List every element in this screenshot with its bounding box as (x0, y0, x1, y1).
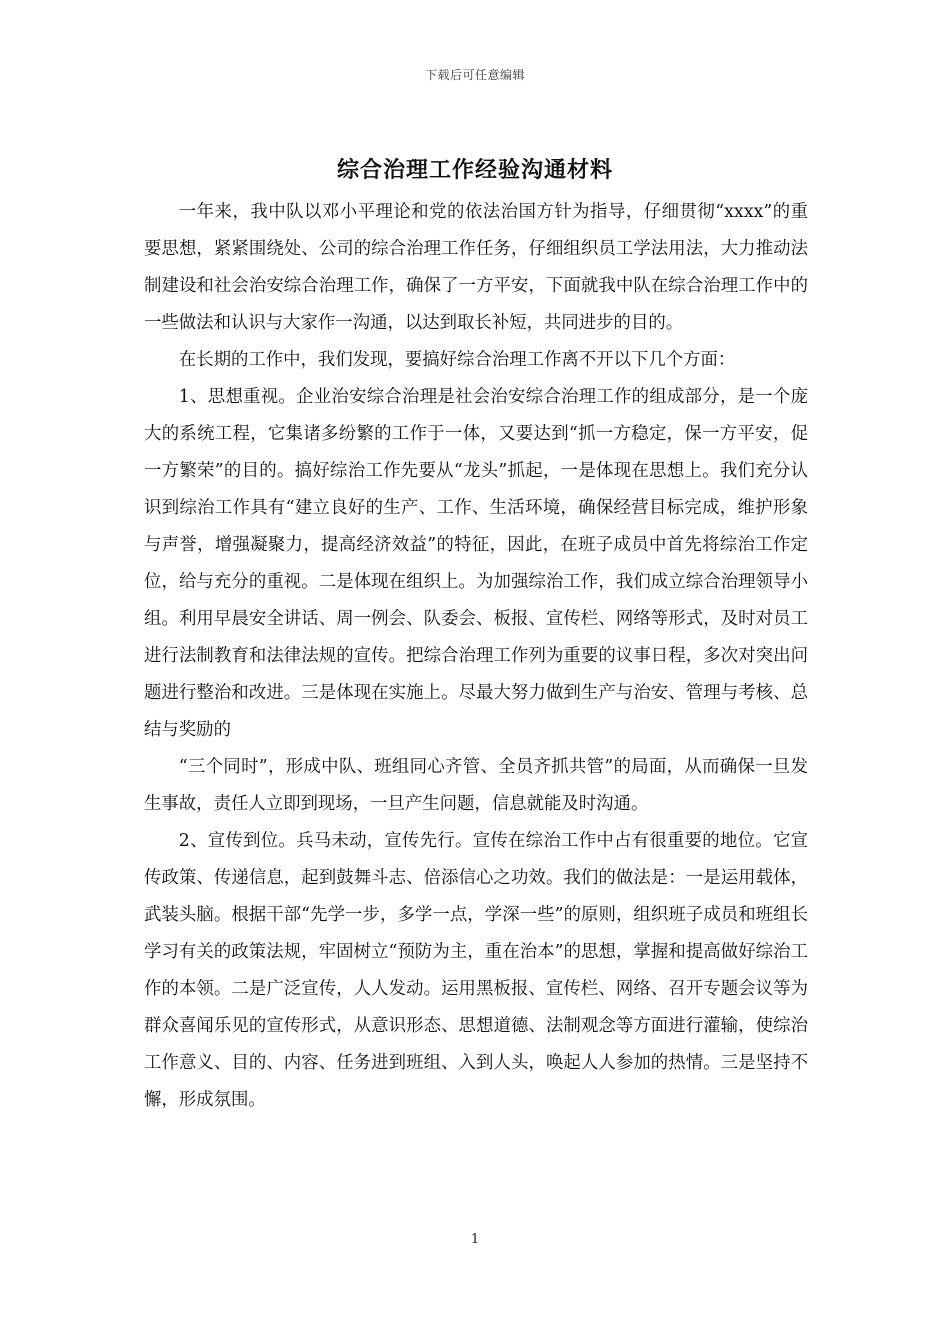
paragraph-aspects: 在长期的工作中，我们发现，要搞好综合治理工作离不开以下几个方面： (178, 350, 736, 370)
document-body (144, 194, 808, 1119)
paragraph-point-2: 2、宣传到位。兵马未动，宣传先行。宣传在综治工作中占有很重要的地位。它宣传政策、传递信息，起到鼓舞斗志、倍添信心之功效。我们的做法是：一是运用载体，武装头脑。根据干部“先学一步，多学一点，学深一些”的原则，组织班子成员和班组长学习有关的政策法规，牢固树立“预防为主，重在治本”的思想，掌握和提高做好综治工作的本领。二是广泛宣传，人人发动。运用黑板报、宣传栏、网络、召开专题会议等为群众喜闻乐见的宣传形式，从意识形态、思想道德、法制观念等方面进行灌输，使综治工作意义、目的、内容、任务进到班组、入到人头，唤起人人参加的热情。三是坚持不懈，形成氛围。 (144, 831, 808, 1110)
paragraph-intro: 一年来，我中队以邓小平理论和党的依法治国方针为指导，仔细贯彻“xxxx”的重要思想，紧紧围绕处、公司的综合治理工作任务，仔细组织员工学法用法，大力推动法制建设和社会治安综合治理工作，确保了一方平安，下面就我中队在综合治理工作中的一些做法和认识与大家作一沟通，以达到取长补短，共同进步的目的。 (144, 202, 808, 333)
document-title: 综合治理工作经验沟通材料 (336, 157, 613, 183)
page-header: 下载后可任意编辑 (424, 68, 525, 82)
page-number: 1 (470, 1232, 480, 1247)
paragraph-point-1: 1、思想重视。企业治安综合治理是社会治安综合治理工作的组成部分，是一个庞大的系统工程，它集诸多纷繁的工作于一体，又要达到“抓一方稳定，保一方平安，促一方繁荣”的目的。搞好综治工作先要从“龙头”抓起，一是体现在思想上。我们充分认识到综治工作具有“建立良好的生产、工作、生活环境，确保经营目标完成，维护形象与声誉，增强凝聚力，提高经济效益”的特征，因此，在班子成员中首先将综治工作定位，给与充分的重视。二是体现在组织上。为加强综治工作，我们成立综合治理领导小组。利用早晨安全讲话、周一例会、队委会、板报、宣传栏、网络等形式，及时对员工进行法制教育和法律法规的宣传。把综合治理工作列为重要的议事日程，多次对突出问题进行整治和改进。三是体现在实施上。尽最大努力做到生产与治安、管理与考核、总结与奖励的 (144, 387, 808, 740)
paragraph-point-1-cont: “三个同时”，形成中队、班组同心齐管、全员齐抓共管”的局面，从而确保一旦发生事故，责任人立即到现场，一旦产生问题，信息就能及时沟通。 (144, 757, 808, 814)
